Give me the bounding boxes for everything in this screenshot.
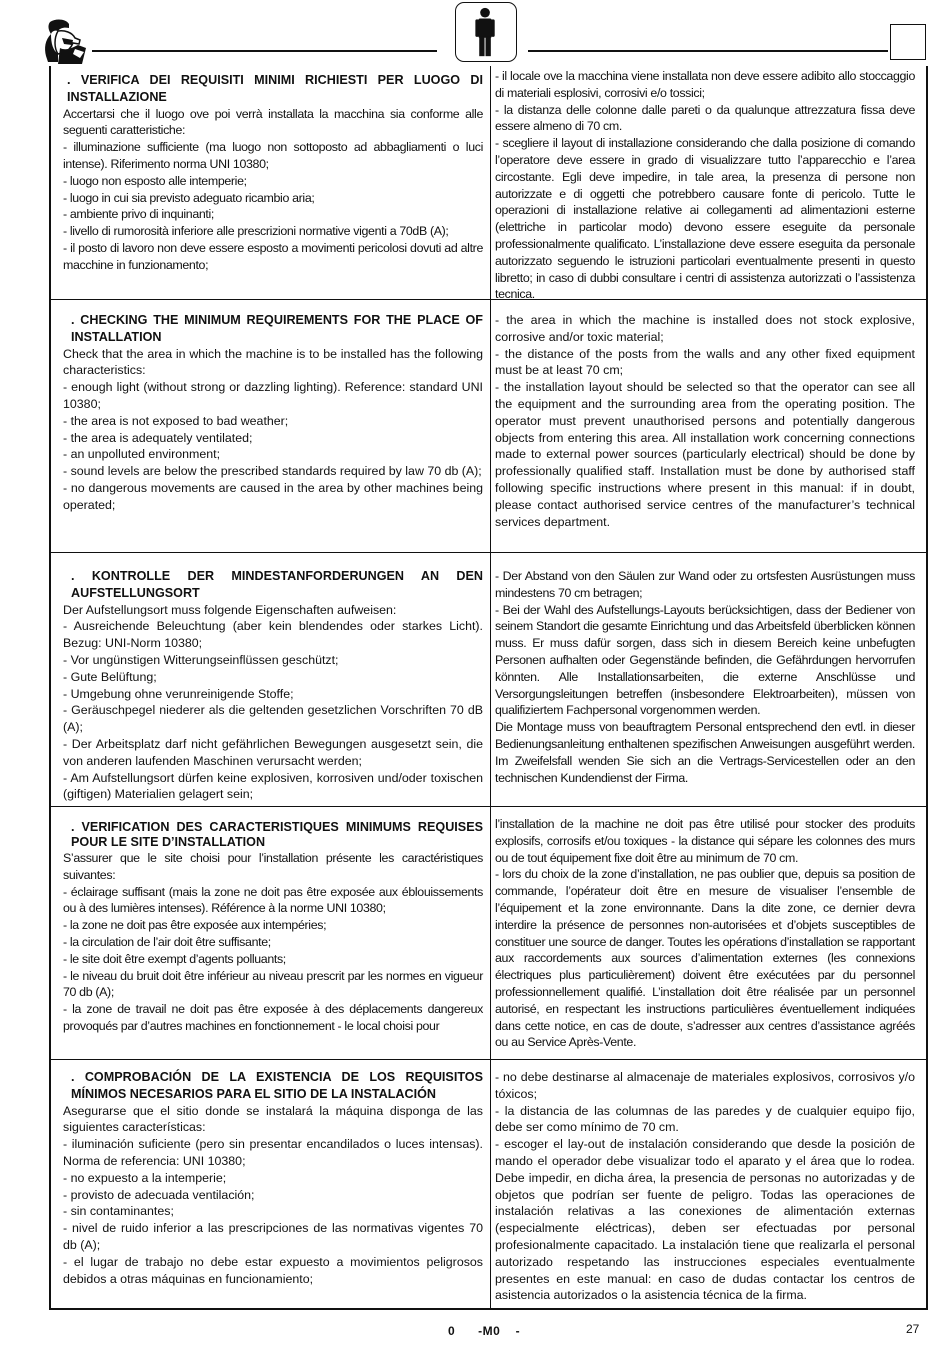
section-divider xyxy=(51,806,926,807)
page-number: 27 xyxy=(906,1322,920,1336)
paragraph: - lors du choix de la zone d’installation, ne pas oublier que, depuis sa position de commande, l’opérateur doit être en mesure de visualiser l’ensemble de l’équipement et la zone environnante. Dans la dite zone, ce dernier devra interdire la présence de personnes non-autorisées et d’objets susceptibles de constituer une source de danger. Toutes les opérations d’installation se rapportant aux raccordements aux sources d’alimentation externes (les connexions électriques plus particulièrement) doivent être exécutées par du personnel professionnellement qualifié. L’installation doit être réalisée par un personnel autorisé, en respectant les instructions particulières éventuellement indiquées dans cette notice, en cas de doute, s’adresser aux centres d’assistance agréés ou au Service Après-Vente. xyxy=(495,867,915,1050)
paragraph: - Am Aufstellungsort dürfen keine explosiven, korrosiven und/oder toxischen (giftigen) Materialien gelagert sein; xyxy=(63,770,483,802)
paragraph: - Gute Belüftung; xyxy=(63,669,157,684)
section-left-column xyxy=(63,72,483,274)
paragraph: - Ausreichende Beleuchtung (aber kein blendendes oder starkes Licht). Bezug: UNI-Norm 10380; xyxy=(63,619,483,651)
paragraph: - la zone ne doit pas être exposée aux intempéries; xyxy=(63,918,327,933)
section-left-column xyxy=(63,1069,483,1287)
paragraph: - no expuesto a la intemperie; xyxy=(63,1170,227,1185)
section-right-column xyxy=(495,1069,915,1304)
paragraph: - an unpolluted environment; xyxy=(63,447,221,462)
paragraph: - scegliere il layout di installazione considerando che dalla posizione di comando l’operatore deve essere in grado di visualizzare tutto l’apparecchio e l’area circostante. Egli deve impedire, in tale area, la presenza di persone non autorizzate e di oggetti che potrebbero causare fonte di pericolo. Tutte le operazioni di installazione relative ai collegamenti ad alimentazioni esterne (elettriche in particolar modo) devono essere eseguite da personale professionalmente qualificato. L’installazione deve essere eseguita da personale autorizzato seguendo le istruzioni particolari eventualmente presenti in questo libretto; in caso di dubbi consultare i centri di assistenza autorizzati o l’assistenza tecnica. xyxy=(495,136,915,302)
section-left-column xyxy=(63,568,483,803)
paragraph: - nivel de ruido inferior a las prescripciones de las normativas vigentes 70 db (A); xyxy=(63,1221,483,1252)
paragraph: - il posto di lavoro non deve essere esposto a movimenti pericolosi dovuti ad altre macchine in funzionamento; xyxy=(63,240,483,272)
page-header xyxy=(0,0,950,75)
header-rule-right xyxy=(528,50,888,52)
section-title: . VERIFICA DEI REQUISITI MINIMI RICHIESTI PER LUOGO DI INSTALLAZIONE xyxy=(67,73,483,104)
paragraph: - luogo in cui sia previsto adeguato ricambio aria; xyxy=(63,190,315,205)
section-right-column xyxy=(495,312,915,530)
section-divider xyxy=(51,552,926,553)
paragraph: - Geräuschpegel niederer als die geltenden gesetzlichen Vorschriften 70 dB (A); xyxy=(63,703,483,735)
paragraph: - la distanza delle colonne dalle pareti o da qualunque attrezzatura fissa deve essere almeno di 70 cm. xyxy=(495,102,915,134)
paragraph: - iluminación suficiente (pero sin presentar encandilados o luces intensas). Norma de referencia: UNI 10380; xyxy=(63,1137,483,1168)
operator-person-icon xyxy=(456,3,516,61)
paragraph: - la circulation de l’air doit être suffisante; xyxy=(63,934,271,949)
paragraph: - enough light (without strong or dazzling lighting). Reference: standard UNI 10380; xyxy=(63,380,483,411)
paragraph: - éclairage suffisant (mais la zone ne doit pas être exposée aux éblouissements ou à des lumières intenses). Référence à la norme UNI 10380; xyxy=(63,884,483,916)
paragraph: - illuminazione sufficiente (ma luogo non sottoposto ad abbagliamenti o luci intense). Riferimento norma UNI 10380; xyxy=(63,140,483,171)
section-title: . KONTROLLE DER MINDESTANFORDERUNGEN AN DEN AUFSTELLUNGSORT xyxy=(71,569,483,600)
paragraph: - ambiente privo di inquinanti; xyxy=(63,207,215,222)
section-right-column xyxy=(495,568,915,786)
content-frame xyxy=(49,66,928,1310)
paragraph: - provisto de adecuada ventilación; xyxy=(63,1187,255,1202)
section-right-column xyxy=(495,816,915,1051)
paragraph: - livello di rumorosità inferiore alle prescrizioni normative vigenti a 70dB (A); xyxy=(63,224,449,239)
paragraph: - the area is not exposed to bad weather; xyxy=(63,413,289,428)
paragraph: Asegurarse que el sitio donde se instalará la máquina disponga de las siguientes características: xyxy=(63,1103,483,1135)
paragraph: Die Montage muss von beauftragtem Personal entsprechend den evtl. in dieser Bedienungsanleitung enthaltenen spezifischen Anweisungen ausgeführt werden. Im Zweifelsfall wenden Sie sich an die Vertrags-Servicestellen oder an den technischen Kundendienst der Firma. xyxy=(495,720,915,785)
paragraph: - le site doit être exempt d’agents polluants; xyxy=(63,951,286,966)
section-right-column xyxy=(495,68,915,303)
paragraph: Der Aufstellungsort muss folgende Eigenschaften aufweisen: xyxy=(63,602,397,617)
paragraph: - Umgebung ohne verunreinigende Stoffe; xyxy=(63,686,294,701)
section-left-column xyxy=(63,312,483,514)
paragraph: - Bei der Wahl des Aufstellungs-Layouts berücksichtigen, dass der Bediener von seinem Standort die gesamte Einrichtung und das Arbeitsfeld überblicken können muss. Er muss dafür sorgen, dass sich in diesem Bereich keine unbefugten Personen aufhalten oder Gegenstände befinden, die Gefährdungen hervorrufen könnten. Alle Installationsarbeiten, die externe Anschlüsse und Versorgungsleitungen betreffen (insbesondere Elektroarbeiten), müssen von qualifiziertem Fachpersonal vorgenommen werden. xyxy=(495,602,915,718)
section-title: . VERIFICATION DES CARACTERISTIQUES MINIMUMS REQUISES POUR LE SITE D’INSTALLATION xyxy=(71,820,483,849)
paragraph: - sound levels are below the prescribed standards required by law 70 db (A); xyxy=(63,464,482,479)
paragraph: - no dangerous movements are caused in the area by other machines being operated; xyxy=(63,480,483,512)
paragraph: - escoger el lay-out de instalación considerando que desde la posición de mando el operador debe visualizar todo el aparato y el área que lo rodea. Debe impedir, en dicha área, la presencia de personas no autorizadas y de objetos que podrían ser fuente de peligro. Todas las operaciones de instalación relativas a las conexiones de alimentación externas (especialmente eléctricas), deben ser efectuadas por personal profesionalmente capacitado. La instalación tiene que realizarla el personal autorizado respetando las instrucciones especiales eventualmente presentes en este manual: en caso de dudas contactar los centros de asistencia autorizados o la asistencia técnica de la firma. xyxy=(495,1137,915,1303)
empty-square-box xyxy=(890,24,926,60)
section-title: . COMPROBACIÓN DE LA EXISTENCIA DE LOS REQUISITOS MÍNIMOS NECESARIOS PARA EL SITIO DE LA INSTALACIÓN xyxy=(71,1070,483,1101)
paragraph: - la distancia de las columnas de las paredes y de cualquier equipo fijo, debe ser como mínimo de 70 cm. xyxy=(495,1103,915,1135)
paragraph: - Der Arbeitsplatz darf nicht gefährlichen Bewegungen ausgesetzt sein, die von anderen laufenden Maschinen verursacht werden; xyxy=(63,736,483,768)
paragraph: - la zone de travail ne doit pas être exposée à des déplacements dangereux provoqués par d’autres machines en fonctionnement - le local choisi pour xyxy=(63,1002,483,1033)
paragraph: - luogo non esposto alle intemperie; xyxy=(63,173,247,188)
paragraph: - no debe destinarse al almacenaje de materiales explosivos, corrosivos y/o tóxicos; xyxy=(495,1070,915,1101)
section-left-column xyxy=(63,820,483,1035)
paragraph: - the installation layout should be selected so that the operator can see all the equipment and the surrounding area from the operating position. The operator must prevent unauthorised persons and potentially dangerous objects from entering this area. All installation work concerning connections made to external power sources (particularly electrical) should be done by professionally qualified staff. Installation must be done by authorised staff following specific instructions where present in this manual: if in doubt, please contact authorised service centres of the manufacturer’s technical services department. xyxy=(495,380,915,529)
paragraph: Accertarsi che il luogo ove poi verrà installata la macchina sia conforme alle seguenti caratteristiche: xyxy=(63,106,483,138)
paragraph: - el lugar de trabajo no debe estar expuesto a movimientos peligrosos debidos a otras máquinas en funcionamiento; xyxy=(63,1254,483,1286)
paragraph: - the distance of the posts from the walls and any other fixed equipment must be at least 70 cm; xyxy=(495,346,915,378)
paragraph: - the area is adequately ventilated; xyxy=(63,430,253,445)
paragraph: - Vor ungünstigen Witterungseinflüssen geschützt; xyxy=(63,652,339,667)
paragraph: - the area in which the machine is installed does not stock explosive, corrosive and/or toxic material; xyxy=(495,313,915,344)
column-divider xyxy=(490,66,491,1308)
paragraph: - sin contaminantes; xyxy=(63,1204,174,1219)
paragraph: - il locale ove la macchina viene installata non deve essere adibito allo stoccaggio di materiali esplosivi, corrosivi e/o tossici; xyxy=(495,69,915,100)
header-rule-left xyxy=(92,50,437,52)
paragraph: - le niveau du bruit doit être inférieur au niveau prescrit par les normes en vigueur 70 db (A); xyxy=(63,968,483,1000)
paragraph: l’installation de la machine ne doit pas être utilisé pour stocker des produits explosifs, corrosifs et/ou toxiques - la distance qui sépare les colonnes des murs ou de tout équipement fixe doit être au minimum de 70 cm. xyxy=(495,817,915,865)
paragraph: - Der Abstand von den Säulen zur Wand oder zu ortsfesten Ausrüstungen muss mindestens 70 cm betragen; xyxy=(495,569,915,600)
paragraph: S’assurer que le site choisi pour l’installation présente les caractéristiques suivantes: xyxy=(63,851,483,882)
section-divider xyxy=(51,1059,926,1060)
section-title: . CHECKING THE MINIMUM REQUIREMENTS FOR THE PLACE OF INSTALLATION xyxy=(71,313,483,344)
paragraph: Check that the area in which the machine is to be installed has the following characteristics: xyxy=(63,346,483,378)
operator-frame xyxy=(455,2,517,62)
document-code: 0 -M0 - xyxy=(448,1324,521,1338)
technician-head-logo-icon xyxy=(42,18,88,66)
